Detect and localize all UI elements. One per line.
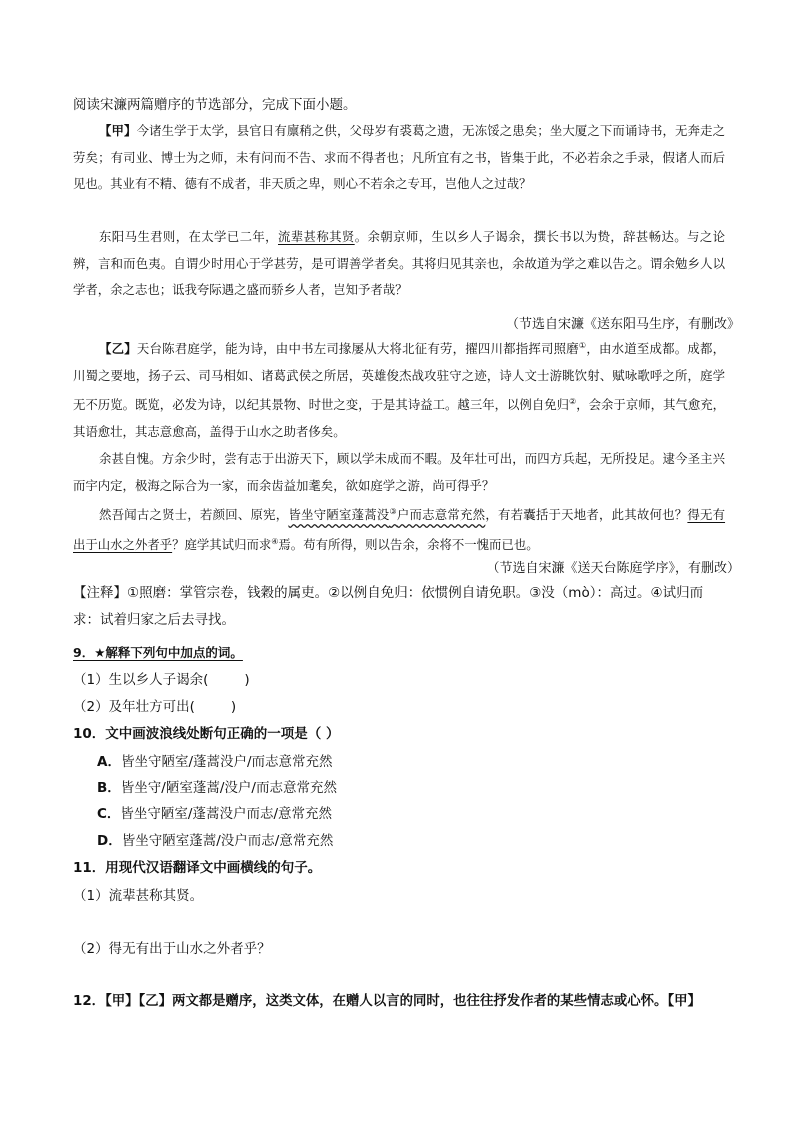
- question-9-item-1: [73, 668, 250, 688]
- passage-yi-text-3c: ？庭学其试归而求: [172, 536, 272, 552]
- passage-yi-text-3d: 焉。苟有所得，则以告余，余将不一愧而已也。: [278, 536, 539, 552]
- option-a[interactable]: [97, 750, 333, 770]
- passage-yi-text-2: 余甚自愧。方余少时，尝有志于出游天下，顾以学未成而不暇。及年壮可出，而四方兵起，无所投足。逮今圣主兴而宇内定，极海之际合为一家，而余齿益加耄矣，欲如庭学之游，尚可得乎？: [73, 451, 725, 493]
- footnote-marker-4: ④: [271, 536, 279, 546]
- footnote-marker-2: ②: [569, 397, 577, 407]
- question-11-title: [73, 856, 321, 876]
- passage-yi-text-1c: ，会余于京师，其气愈充，其语愈壮，其志意愈高，盖得于山水之助者侈矣。: [73, 397, 726, 440]
- passage-yi-text-3b: ，有若囊括于天地者，此其故何也？: [485, 507, 688, 523]
- annotation-notes: 【注释】①照磨：掌管宗卷，钱穀的属吏。②以例自免归：依惯例自请免职。③没（mò）：高过。④试归而求：试着归家之后去寻找。: [73, 585, 704, 628]
- question-10-title-text: 10．文中画波浪线处断句正确的一项是（ ）: [73, 726, 340, 742]
- option-c-letter: C．: [97, 806, 121, 822]
- option-a-letter: A．: [97, 754, 121, 770]
- passage-jia-text-2a: 东阳马生君则，在太学已二年，: [99, 229, 278, 244]
- passage-yi-text-1b: ，由水道至成都。成都，川蜀之要地，扬子云、司马相如、诸葛武侯之所居，英雄俊杰战攻驻守之迹，诗人文士游眺饮射、赋咏歌呼之所，庭学无不历览。既览，必发为诗，以纪其景物、时世之变，于是其诗益工。越三年，以例自免归: [73, 341, 726, 413]
- option-b-letter: B．: [97, 780, 121, 796]
- passage-yi-label: 【乙】: [99, 341, 137, 357]
- question-9-item-2-close: ): [230, 699, 237, 715]
- passage-yi-paragraph-1: [73, 333, 725, 446]
- passage-yi-paragraph-3: [73, 499, 725, 558]
- passage-jia-text-2b: 。余朝京师，生以乡人子谒余，撰长书以为贽，辞甚畅达。与之论辨，言和而色夷。自谓少时用心于学甚劳，是可谓善学者矣。其将归见其亲也，余故道为学之难以告之。谓余勉乡人以学者，余之志也；诋我夸际遇之盛而骄乡人者，岂知予者哉？: [73, 229, 726, 298]
- question-9-item-1-close: ): [244, 672, 250, 688]
- passage-yi-paragraph-2: [73, 446, 725, 499]
- option-b-text: 皆坐守/陋室蓬蒿/没户/而志意常充然: [120, 780, 337, 796]
- footnote-marker-1: ①: [578, 341, 587, 350]
- question-9-item-1-text: （1）生以乡人子谒余(: [73, 672, 209, 688]
- question-9-item-2-text: （2）及年壮方可出(: [73, 699, 195, 715]
- wavy-text-part-2: 户而志意常充然: [396, 507, 486, 523]
- passage-jia-paragraph-1: [73, 118, 725, 198]
- passage-yi-source: （节选自宋濂《送天台陈庭学序》，有删改）: [486, 561, 740, 576]
- option-d[interactable]: [97, 829, 333, 849]
- question-11-item-2: （2）得无有出于山水之外者乎？: [73, 941, 271, 957]
- question-12-text: [73, 990, 701, 1009]
- passage-jia-source: （节选自宋濂《送东阳马生序，有删改》: [505, 317, 740, 332]
- passage-jia-paragraph-2: [73, 224, 725, 304]
- passage-yi-text-3a: 然吾闻古之贤士，若颜回、原宪，: [99, 507, 289, 523]
- question-12-title-text: 12．【甲】【乙】两文都是赠序，这类文体，在赠人以言的同时，也往往抒发作者的某些情志或心怀。【甲】: [73, 994, 701, 1009]
- underlined-sentence-2: 得无有出于山水之外者乎: [73, 507, 726, 552]
- question-11-item-1: （1）流辈甚称其贤。: [73, 888, 204, 904]
- option-c-text: 皆坐守陋室/蓬蒿没户而志/意常充然: [120, 806, 333, 822]
- passage-jia-text-1: 今诸生学于太学，县官日有廪稍之供，父母岁有裘葛之遗，无冻馁之患矣；坐大厦之下而诵诗书，无奔走之劳矣；有司业、博士为之师，未有问而不告、求而不得者也；凡所宜有之书，皆集于此，不必若余之手录，假诸人而后见也。其业有不精、德有不成者，非天质之卑，则心不若余之专耳，岂他人之过哉？: [73, 123, 726, 192]
- option-c[interactable]: [97, 802, 332, 822]
- option-b[interactable]: [97, 776, 337, 796]
- option-a-text: 皆坐守陋室/蓬蒿没户/而志意常充然: [120, 754, 333, 770]
- question-9-title: 9．★解释下列句中加点的词。: [73, 645, 243, 660]
- question-11-title-text: 11．用现代汉语翻译文中画横线的句子。: [73, 860, 322, 876]
- intro-instruction: 阅读宋濂两篇赠序的节选部分，完成下面小题。: [73, 97, 357, 113]
- question-9-item-2: [73, 695, 236, 715]
- wavy-text-part-1: 皆坐守陋室蓬蒿没: [288, 507, 390, 523]
- footnote-marker-3: ③: [389, 507, 397, 516]
- passage-jia-label: 【甲】: [99, 123, 137, 138]
- wavy-underlined-phrase: [288, 507, 485, 522]
- underlined-sentence-1: 流辈甚称其贤: [277, 229, 355, 244]
- option-d-letter: D．: [97, 833, 122, 849]
- passage-yi-text-1a: 天台陈君庭学，能为诗，由中书左司掾屡从大将北征有劳，擢四川都指挥司照磨: [136, 341, 579, 357]
- question-10-title: [73, 722, 340, 742]
- option-d-text: 皆坐守陋室蓬蒿/没户而志/意常充然: [121, 833, 334, 849]
